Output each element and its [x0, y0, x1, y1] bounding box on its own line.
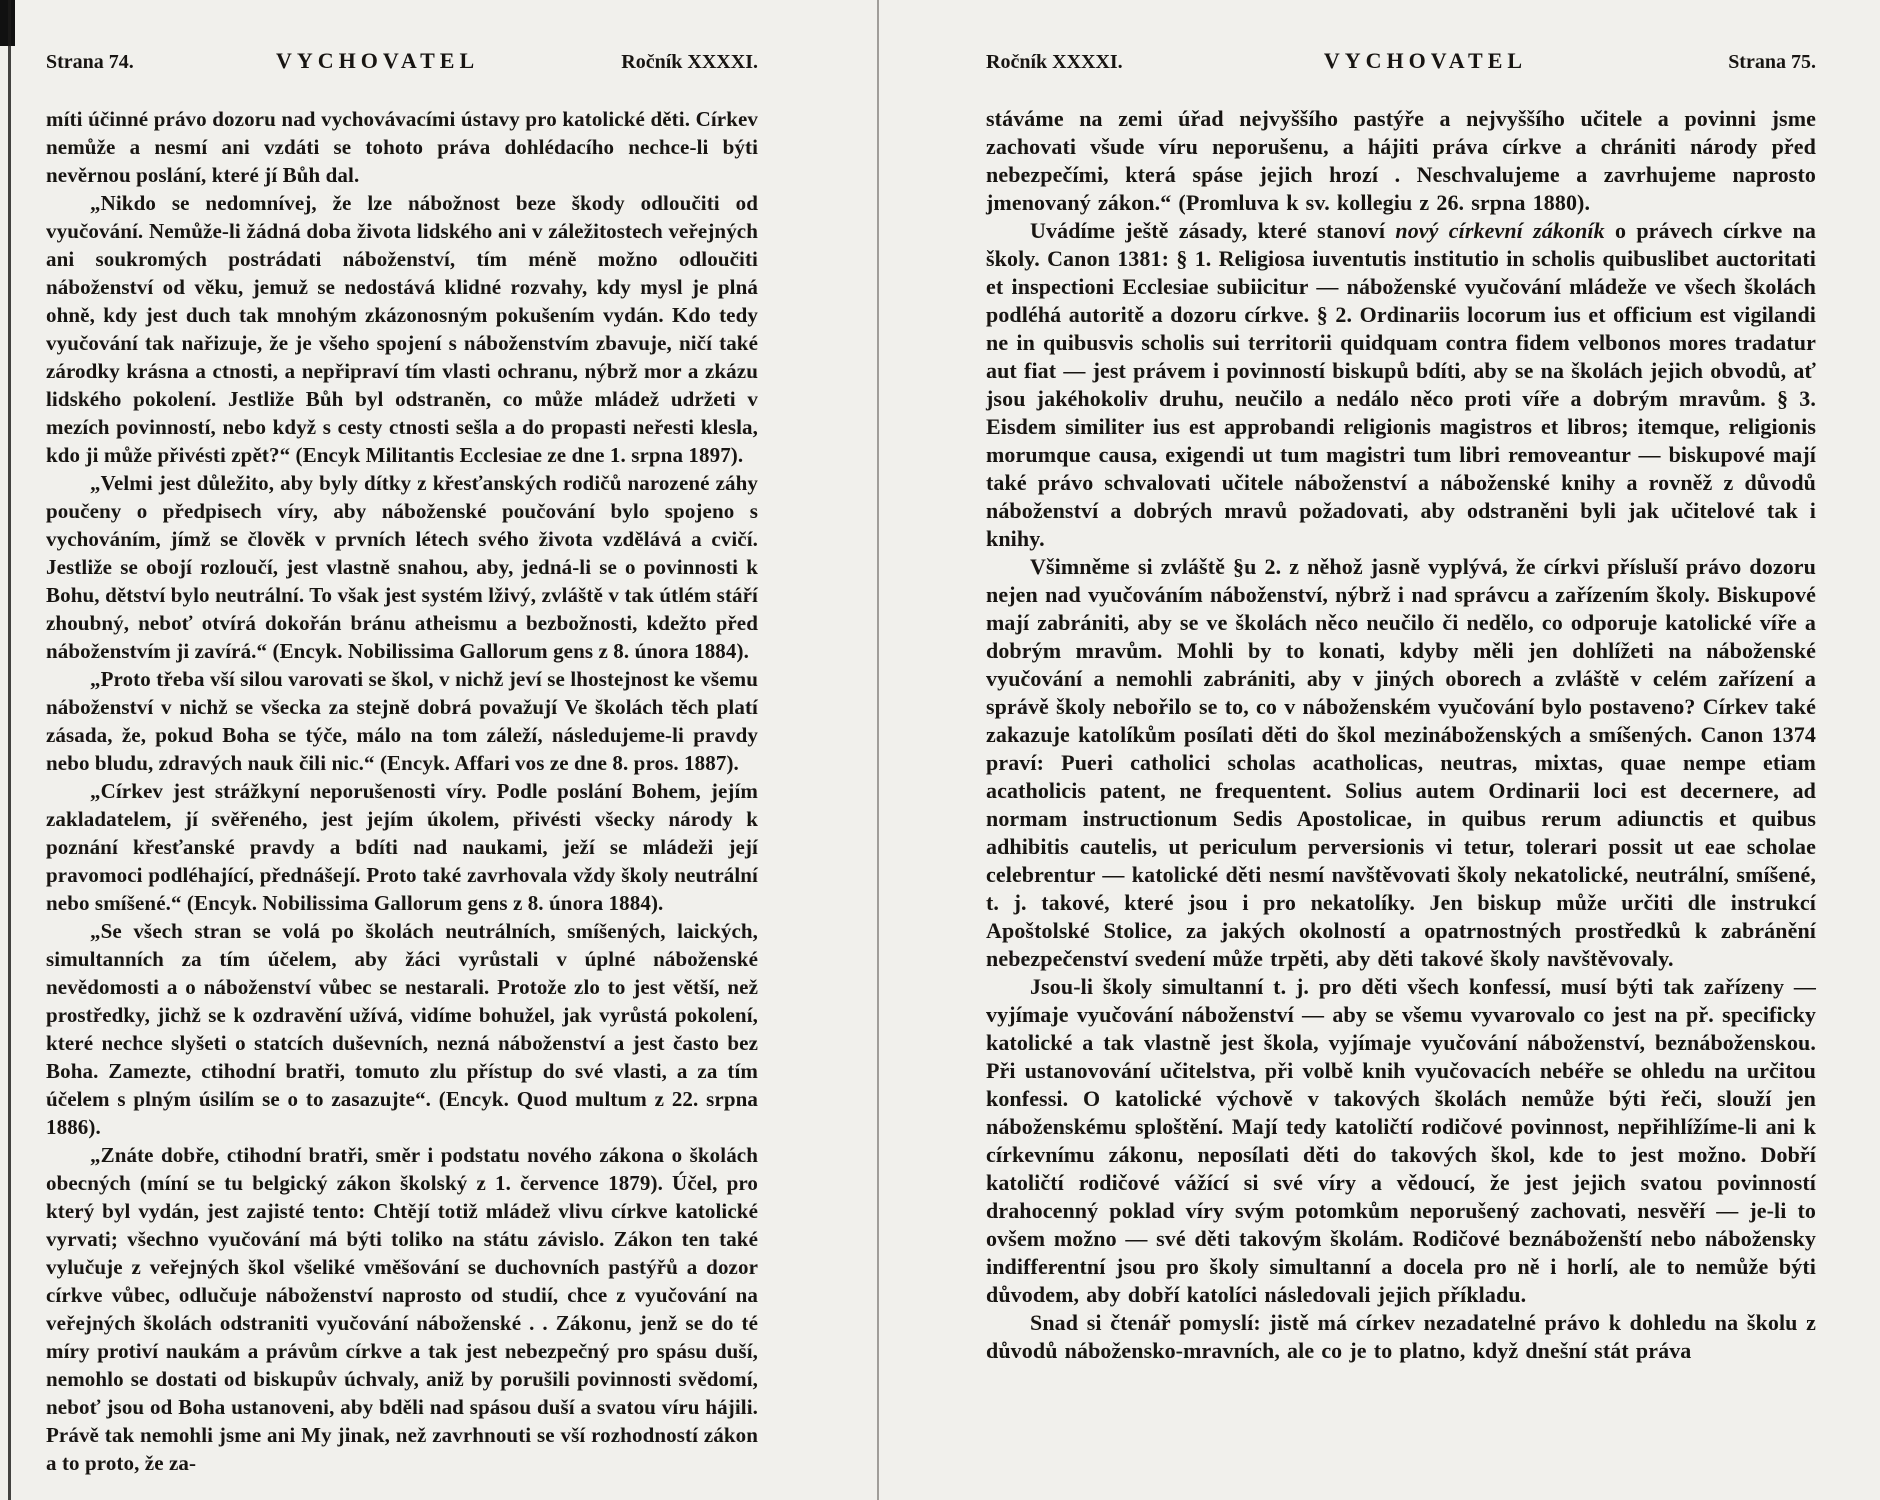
page-number-left: Strana 74.	[46, 51, 134, 73]
page-75-header	[986, 48, 1816, 75]
paragraph: „Se všech stran se volá po školách neutrálních, smíšených, laických, simultanních za tím účelem, aby žáci vyrůstali v úplné náboženské nevědomosti a o náboženství vůbec se nestarali. Protože zlo to jest větší, než prostředky, jichž se k ozdravění užívá, vidíme bohužel, jak vyrůstá pokolení, které nechce slyšeti o statcích duševních, nezná náboženství a jest často bez Boha. Zamezte, ctihodní bratři, tomuto zlu přístup do své vlasti, a za tím účelem s plným úsilím se o to zasazujte“. (Encyk. Quod multum z 22. srpna 1886).	[46, 919, 758, 1139]
paragraph: „Velmi jest důležito, aby byly dítky z křesťanských rodičů narozené záhy poučeny o předpisech víry, aby náboženské poučování bylo spojeno s vychováním, jímž se člověk v prvních létech svého života vzdělává a cvičí. Jestliže se obojí rozloučí, jest vlastně snahou, aby, jedná-li se o povinnosti k Bohu, dětství bylo neutrální. To však jest systém lživý, zvláště v tak útlém stáří zhoubný, neboť otvírá dokořán bránu atheismu a bezbožnosti, kdežto před náboženstvím ji zavírá.“ (Encyk. Nobilissima Gallorum gens z 8. února 1884).	[46, 471, 758, 663]
page-divider-line	[877, 0, 879, 1500]
journal-title-right: VYCHOVATEL	[1323, 48, 1528, 73]
text-column-left	[46, 105, 758, 1477]
volume-label-right: Ročník XXXXI.	[986, 51, 1123, 73]
paragraph: míti účinné právo dozoru nad vychovávacími ústavy pro katolické děti. Církev nemůže a nesmí ani vzdáti se tohoto práva dohlédacího nechce-li býti nevěrnou poslání, které jí Bůh dal.	[46, 107, 758, 187]
page-74	[46, 48, 758, 1477]
paragraph: Uvádíme ještě zásady, které stanoví nový církevní zákoník o právech církve na školy. Canon 1381: § 1. Religiosa iuventutis institutio in scholis quibuslibet auctoritati et inspectioni Ecclesiae subiicitur — náboženské vyučování mládeže ve všech školách podléhá autoritě a dozoru církve. § 2. Ordinariis locorum ius et officium est vigilandi ne in quibusvis scholis sui territorii quidquam contra fidem velbonos mores tradatur aut fiat — jest právem i povinností biskupů bdíti, aby se na školách jejich obvodů, ať jsou jakéhokoliv druhu, neučilo a nedálo něco proti víře a dobrým mravům. § 3. Eisdem similiter ius est approbandi religionis magistros et libros; itemque, religionis morumque causa, exigendi ut tum magistri tum libri removeantur — biskupové mají také právo schvalovati učitele náboženství a náboženské knihy a rovněž z důvodů náboženství a dobrých mravů požadovati, aby odstraněni byli jak učitelové tak i knihy.	[986, 218, 1816, 551]
scan-edge-line	[8, 0, 11, 1500]
paragraph: Snad si čtenář pomyslí: jistě má církev nezadatelné právo k dohledu na školu z důvodů nábožensko-mravních, ale co je to platno, když dnešní stát práva	[986, 1310, 1816, 1363]
paragraph: „Proto třeba vší silou varovati se škol, v nichž jeví se lhostejnost ke všemu náboženství v nichž se všecka za stejně dobrá považují Ve školách těch platí zásada, že, pokud Boha se týče, málo na tom záleží, následujeme-li pravdy nebo bludu, zdravých nauk čili nic.“ (Encyk. Affari vos ze dne 8. pros. 1887).	[46, 667, 758, 775]
paragraph: „Znáte dobře, ctihodní bratři, směr i podstatu nového zákona o školách obecných (míní se tu belgický zákon školský z 1. července 1879). Účel, pro který byl vydán, jest zajisté tento: Chtějí totiž mládež vlivu církve katolické vyrvati; všechno vyučování má býti toliko na státu závislo. Zákon ten také vylučuje z veřejných škol všeliké vměšování se duchovních pastýřů a dozor církve vůbec, odlučuje náboženství naprosto od studií, chce z vyučování na veřejných školách odstraniti vyučování náboženské . . Zákonu, jenž se do té míry protiví naukám a právům církve a tak jest nebezpečný pro spásu duší, nemohlo se dostati od biskupův úchvaly, aniž by porušili povinnosti svědomí, neboť jsou od Boha ustanoveni, aby bděli nad spásou duší a svatou víru hájili. Právě tak nemohli jsme ani My jinak, než zavrhnouti se vší rozhodností zákon a to proto, že za-	[46, 1143, 758, 1475]
page-75	[986, 48, 1816, 1365]
paragraph: stáváme na zemi úřad nejvyššího pastýře a nejvyššího učitele a povinni jsme zachovati všude víru neporušenu, a hájiti práva církve a chrániti národy před nebezpečími, která spáse jejich hrozí . Neschvalujeme a zavrhujeme naprosto jmenovaný zákon.“ (Promluva k sv. kollegiu z 26. srpna 1880).	[986, 106, 1816, 215]
page-74-header	[46, 48, 758, 75]
volume-label-left: Ročník XXXXI.	[621, 51, 758, 73]
journal-title-left: VYCHOVATEL	[275, 48, 480, 73]
paragraph: „Církev jest strážkyní neporušenosti víry. Podle poslání Bohem, jejím zakladatelem, jí svěřeného, jest jejím úkolem, přivésti všecky národy k poznání křesťanské pravdy a bdíti nad naukami, ježí se mládeži její pravomoci podléhající, přednášejí. Proto také zavrhovala vždy školy neutrální nebo smíšené.“ (Encyk. Nobilissima Gallorum gens z 8. února 1884).	[46, 779, 758, 915]
paragraph: „Nikdo se nedomnívej, že lze nábožnost beze škody odloučiti od vyučování. Nemůže-li žádná doba života lidského ani v záležitostech veřejných ani soukromých postrádati náboženství, tím méně možno odloučiti náboženství od věku, jemuž se nedostává klidné rozvahy, kdy mysl je plná ohně, kdy jest duch tak mnohým zkázonosným pokušením vydán. Kdo tedy vyučování tak nařizuje, že je všeho spojení s náboženstvím zbavuje, ničí také zárodky krásna a ctnosti, a nepřipraví tím vlasti ochranu, nýbrž mor a zkázu lidského pokolení. Jestliže Bůh byl odstraněn, co může mládež udržeti v mezích povinností, nebo když s cesty ctnosti sešla a do propasti neřesti klesla, kdo ji může přivésti zpět?“ (Encyk Militantis Ecclesiae ze dne 1. srpna 1897).	[46, 191, 758, 467]
page-number-right: Strana 75.	[1728, 51, 1816, 73]
paragraph: Všimněme si zvláště §u 2. z něhož jasně vyplývá, že církvi přísluší právo dozoru nejen nad vyučováním náboženství, nýbrž i nad správcu a zařízením školy. Biskupové mají zabrániti, aby se ve školách něco neučilo či nedělo, co odporuje katolické víře a dobrým mravům. Mohli by to konati, kdyby měli jen dohlížeti na náboženské vyučování a nemohli zabrániti, aby v jiných oborech a zvláště v celém zařízení a správě školy nebořilo se to, co v náboženském vyučování bylo postaveno? Církev také zakazuje katolíkům posílati děti do škol mezináboženských a smíšených. Canon 1374 praví: Pueri catholici scholas acatholicas, neutras, mixtas, quae nempe etiam acatholicis patent, ne frequentent. Solius autem Ordinarii loci est decernere, ad normam instructionum Sedis Apostolicae, in quibus rerum adiunctis et quibus adhibitis cautelis, ut periculum perversionis vi tetur, tolerari possit ut eae scholae celebrentur — katolické děti nesmí navštěvovati školy nekatolické, neutrální, smíšené, t. j. takové, které jsou i pro nekatolíky. Jen biskup může určiti dle instrukcí Apoštolské Stolice, za jakých okolností a opatrnostných prostředků k zabránění nebezpečenství svedení může trpěti, aby děti takové školy navštěvovaly.	[986, 554, 1816, 971]
text-column-right	[986, 105, 1816, 1365]
paragraph: Jsou-li školy simultanní t. j. pro děti všech konfessí, musí býti tak zařízeny — vyjímaje vyučování náboženství — aby se všemu vyvarovalo co jest na př. specificky katolické a tak vlastně jest škola, vyjímaje vyučování náboženství, beznáboženskou. Při ustanovování učitelstva, při volbě knih vyučovacích nebéře se ohledu na určitou konfessi. O katolické výchově v takových školách nemůže býti řeči, slouží jen náboženskému sploštění. Mají tedy katoličtí rodičové povinnost, nepřihlížíme-li ani k církevnímu zákonu, neposílati děti do takových škol, kde to jest možno. Dobří katoličtí rodičové vážící si své víry a vědoucí, že jest jejich svatou povinností drahocenný poklad víry svým potomkům neporušený zachovati, nesvěří — je-li to ovšem možno — své děti takovým školám. Rodičové beznáboženští nebo nábožensky indifferentní jsou pro školy simultanní a docela pro ně i horlí, ale to nemůže býti důvodem, aby dobří katolíci následovali jejich příkladu.	[986, 974, 1816, 1307]
